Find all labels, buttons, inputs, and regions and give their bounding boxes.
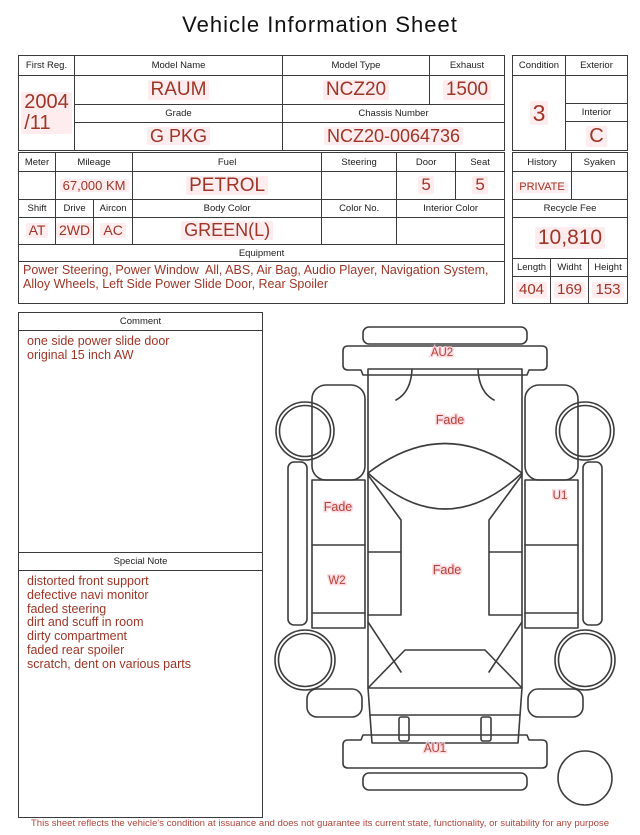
comment-box [18,312,263,818]
car-damage-diagram [270,315,640,815]
wheel-rear-left [275,630,335,690]
rear-plate-bar [363,327,527,344]
color-no-value [322,218,397,245]
history-table [512,152,628,200]
interior-color-value [397,218,505,245]
a-pillar-right [489,475,522,615]
a-pillar-left [368,475,401,615]
model-type-label: Model Type [283,56,430,76]
exterior-value [566,76,628,104]
steering-value [322,172,397,200]
door-panels-right [525,480,578,628]
length-value: 404 [513,277,551,304]
first-reg-label: First Reg. [19,56,75,76]
drive-value: 2WD [56,218,94,245]
syaken-value [572,172,628,200]
model-type-value: NCZ20 [283,76,430,105]
damage-code-au2: AU2 [430,347,454,359]
c-pillar-left [368,622,401,672]
first-reg-value: 2004 /11 [19,76,75,151]
special-note-header: Special Note [19,552,262,571]
height-label: Height [589,259,628,277]
condition-table [512,55,628,151]
damage-code-au1: AU1 [423,743,447,755]
rear-glass-corner-left [396,369,412,400]
exhaust-label: Exhaust [430,56,505,76]
aircon-label: Aircon [94,200,133,218]
fender-front-left [312,385,365,480]
chassis-value: NCZ20-0064736 [283,123,505,151]
equipment-value: Power Steering, Power Window All, ABS, Air Bag, Audio Player, Navigation System, Alloy Wheels, Left Side Power Slide Door, Rear Spoiler [19,262,505,304]
width-value: 169 [551,277,589,304]
fender-rear-right [528,689,583,717]
damage-fade-upper: Fade [435,413,465,427]
door-value: 5 [397,172,456,200]
exterior-label: Exterior [566,56,628,76]
wheel-front-left [276,402,334,460]
damage-fade-left-panel: Fade [323,500,353,514]
comment-text: one side power slide door original 15 inch AW [27,334,170,362]
damage-code-u1: U1 [552,490,568,502]
equipment-label: Equipment [19,245,505,262]
page-title: Vehicle Information Sheet [182,12,458,37]
comment-header: Comment [19,313,262,331]
model-name-value: RAUM [75,76,283,105]
length-label: Length [513,259,551,277]
seat-label: Seat [456,153,505,172]
rocker-right [583,462,602,625]
spare-tire [558,751,612,805]
c-pillar-right [489,622,522,672]
damage-fade-roof: Fade [432,563,462,577]
grade-label: Grade [75,105,283,123]
front-plate-bar [363,773,527,790]
history-label: History [513,153,572,172]
fender-front-right [525,385,578,480]
recycle-fee-label: Recycle Fee [513,200,628,218]
condition-value: 3 [513,76,566,151]
fender-rear-left [307,689,362,717]
dimensions-table [512,258,628,304]
shift-label: Shift [19,200,56,218]
taillight-left [399,717,409,741]
interior-value: C [566,122,628,151]
drive-label: Drive [56,200,94,218]
history-value: PRIVATE [513,172,572,200]
steering-label: Steering [322,153,397,172]
fuel-value: PETROL [133,172,322,200]
damage-code-w2: W2 [328,575,346,587]
mileage-value: 67,000 KM [56,172,133,200]
body-color-label: Body Color [133,200,322,218]
syaken-label: Syaken [572,153,628,172]
condition-label: Condition [513,56,566,76]
shift-value: AT [19,218,56,245]
chassis-label: Chassis Number [283,105,505,123]
meter-label: Meter [19,153,56,172]
seat-value: 5 [456,172,505,200]
width-label: Widht [551,259,589,277]
special-note-text: distorted front support defective navi monitor faded steering dirt and scuff in room dirty compartment faded rear spoiler scratch, dent on various parts [27,574,191,671]
recycle-fee-table [512,199,628,259]
model-name-label: Model Name [75,56,283,76]
wheel-front-right [556,402,614,460]
disclaimer-text: This sheet reflects the vehicle's condition at issuance and does not guarantee its current state, functionality, or suitability for any purpose [30,818,610,829]
door-label: Door [397,153,456,172]
color-no-label: Color No. [322,200,397,218]
windshield [368,444,522,510]
aircon-value: AC [94,218,133,245]
rear-glass-corner-right [478,369,494,400]
meter-value [19,172,56,200]
interior-color-label: Interior Color [397,200,505,218]
grade-value: G PKG [75,123,283,151]
info-table [18,55,505,151]
fuel-label: Fuel [133,153,322,172]
interior-label: Interior [566,104,628,122]
recycle-fee-value: 10,810 [513,218,628,259]
height-value: 153 [589,277,628,304]
specs-table [18,152,505,304]
exhaust-value: 1500 [430,76,505,105]
taillight-right [481,717,491,741]
wheel-rear-right [555,630,615,690]
body-color-value: GREEN(L) [133,218,322,245]
mileage-label: Mileage [56,153,133,172]
rocker-left [288,462,307,625]
